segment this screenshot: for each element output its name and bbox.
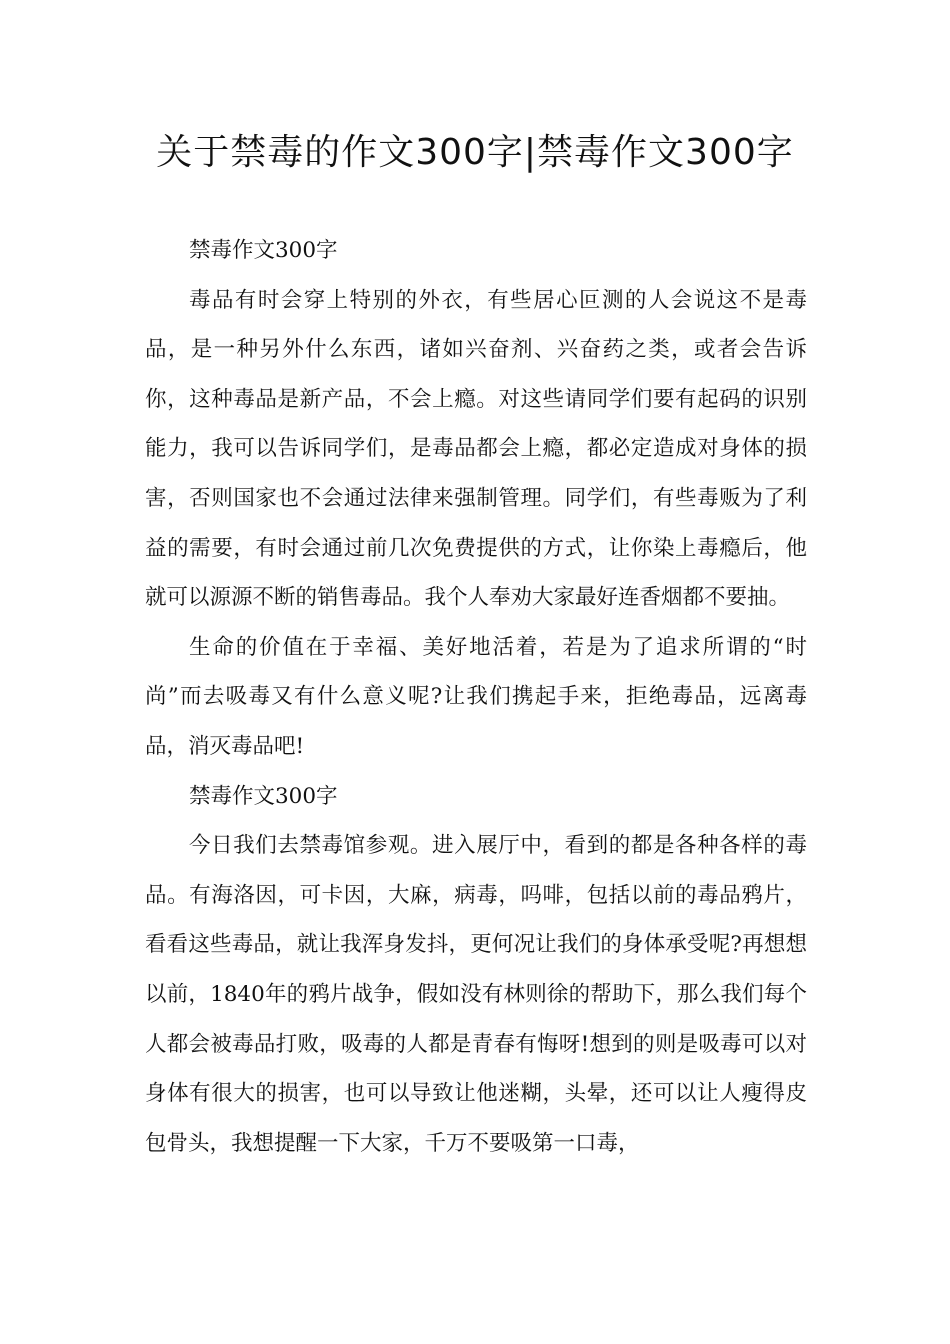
paragraph-subheading-1: 禁毒作文300字 [189,238,338,263]
document-title: 关于禁毒的作文300字|禁毒作文300字 [156,132,794,173]
document-body [145,226,807,1168]
paragraph-2: 生命的价值在于幸福、美好地活着，若是为了追求所谓的“时尚”而去吸毒又有什么意义呢?让我们携起手来，拒绝毒品，远离毒品，消灭毒品吧! [145,634,807,759]
paragraph-subheading-2: 禁毒作文300字 [189,783,338,809]
paragraph-1: 毒品有时会穿上特别的外衣，有些居心叵测的人会说这不是毒品，是一种另外什么东西，诸如兴奋剂、兴奋药之类，或者会告诉你，这种毒品是新产品，不会上瘾。对这些请同学们要有起码的识别能力，我可以告诉同学们，是毒品都会上瘾，都必定造成对身体的损害，否则国家也不会通过法律来强制管理。同学们，有些毒贩为了利益的需要，有时会通过前几次免费提供的方式，让你染上毒瘾后，他就可以源源不断的销售毒品。我个人奉劝大家最好连香烟都不要抽。 [145,287,807,611]
paragraph-3: 今日我们去禁毒馆参观。进入展厅中，看到的都是各种各样的毒品。有海洛因，可卡因，大麻，病毒，吗啡，包括以前的毒品鸦片，看看这些毒品，就让我浑身发抖，更何况让我们的身体承受呢?再想想以前，1840年的鸦片战争，假如没有林则徐的帮助下，那么我们每个人都会被毒品打败，吸毒的人都是青春有悔呀!想到的则是吸毒可以对身体有很大的损害，也可以导致让他迷糊，头晕，还可以让人瘦得皮包骨头，我想提醒一下大家，千万不要吸第一口毒， [145,833,807,1156]
